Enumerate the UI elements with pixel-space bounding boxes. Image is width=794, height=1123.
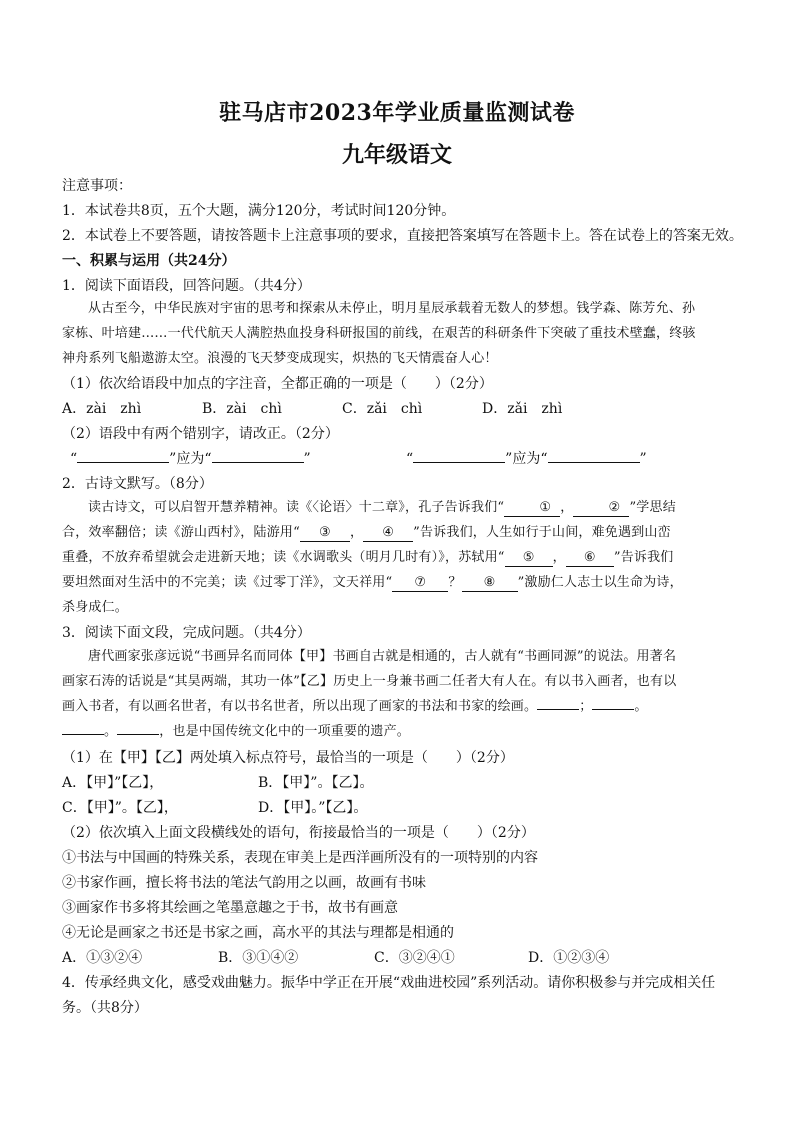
fill-blank — [592, 709, 634, 710]
section-1-heading: 一、积累与运用（共24分） — [62, 253, 236, 269]
blank-7: ⑦ — [392, 575, 448, 592]
correction-blank — [548, 462, 640, 463]
q3-passage-line: 画入书者，有以画名世者，有以书名世者，所以出现了画家的书法和书家的绘画。 ； 。 — [62, 699, 648, 714]
q1-sub1: （1）依次给语段中加点的字注音，全都正确的一项是（ ）（2分） — [62, 376, 493, 392]
q3-sub2: （2）依次填入上面文段横线处的语句，衔接最恰当的一项是（ ）（2分） — [62, 825, 535, 841]
q3-item: ③画家作书多将其绘画之笔墨意趣之于书，故书有画意 — [62, 900, 398, 916]
q4-stem-line: 4．传承经典文化，感受戏曲魅力。振华中学正在开展“戏曲进校园”系列活动。请你积极参与并完成相关任 — [62, 975, 716, 991]
q3-2-option-c: C．③②④① — [374, 950, 455, 966]
blank-6: ⑥ — [566, 550, 614, 567]
q3-option-c: C．【甲】”。【乙】， — [62, 800, 178, 816]
q3-passage-line: 唐代画家张彦远说“书画异名而同体【甲】书画自古就是相通的，古人就有“书画同源”的说法。用著名 — [88, 649, 677, 664]
fill-blank — [117, 734, 159, 735]
q2-line: 读古诗文，可以启智开慧养精神。读《〈论语〉十二章》，孔子告诉我们“ ① ， ② ”学思结 — [88, 500, 676, 515]
q3-stem: 3．阅读下面文段，完成问题。（共4分） — [62, 625, 311, 641]
q1-option-a: A．zài zhì — [62, 401, 142, 417]
q3-option-d: D．【甲】。”【乙】。 — [258, 800, 368, 816]
should-be-label: ”应为“ — [169, 451, 212, 467]
q2-line: 合，效率翻倍；读《游山西村》，陆游用“ ③ ， ④ ”告诉我们，人生如行于山间，难免遇到山峦 — [62, 525, 671, 540]
q1-sub2: （2）语段中有两个错别字，请改正。（2分） — [62, 426, 339, 442]
q3-2-option-b: B．③①④② — [218, 950, 299, 966]
q1-option-b: B．zài chì — [202, 401, 282, 417]
q3-option-b: B．【甲】”。【乙】。 — [258, 775, 374, 791]
notice-item-1: 1．本试卷共8页，五个大题，满分120分，考试时间120分钟。 — [62, 203, 456, 219]
blank-5: ⑤ — [505, 550, 553, 567]
blank-4: ④ — [363, 525, 413, 542]
close-quote: ” — [639, 451, 647, 467]
q1-option-d: D．zǎi zhì — [482, 401, 563, 417]
q3-item: ①书法与中国画的特殊关系，表现在审美上是西洋画所没有的一项特别的内容 — [62, 850, 538, 866]
correction-blank — [212, 462, 304, 463]
blank-8: ⑧ — [462, 575, 518, 592]
q3-sub1: （1）在【甲】【乙】两处填入标点符号，最恰当的一项是（ ）（2分） — [62, 750, 514, 766]
open-quote: “ — [70, 451, 78, 467]
q3-item: ④无论是画家之书还是书家之画，高水平的其法与理都是相通的 — [62, 925, 454, 941]
exam-subtitle: 九年级语文 — [341, 142, 452, 168]
q1-passage-line: 家栋、叶培建……一代代航天人满腔热血投身科研报国的前线，在艰苦的科研条件下突破了重技术壁蠢，终骇 — [62, 326, 696, 341]
q1-option-c: C．zǎi chì — [342, 401, 423, 417]
q2-line: 重叠，不放弃希望就会走进新天地；读《水调歌头（明月几时有）》，苏轼用“ ⑤ ， ⑥ ”告诉我们 — [62, 550, 674, 565]
q3-item: ②书家作画，擅长将书法的笔法气韵用之以画，故画有书味 — [62, 875, 426, 891]
q3-passage-line: 画家石涛的话说是“其昊两端，其功一体”【乙】历史上一身兼书画二任者大有人在。有以书入画者，也有以 — [62, 674, 677, 689]
q3-2-option-a: A．①③②④ — [62, 950, 143, 966]
exam-title: 驻马店市2023年学业质量监测试卷 — [219, 100, 575, 126]
fill-blank — [62, 734, 104, 735]
q3-option-a: A．【甲】”【乙】， — [62, 775, 164, 791]
q2-stem: 2．古诗文默写。（8分） — [62, 476, 213, 492]
fill-blank — [537, 709, 579, 710]
close-quote: ” — [303, 451, 311, 467]
blank-1: ① — [504, 500, 560, 517]
blank-2: ② — [573, 500, 629, 517]
q4-stem-line: 务。（共8分） — [62, 1000, 148, 1016]
q3-2-option-d: D．①②③④ — [528, 950, 610, 966]
q2-line: 杀身成仁。 — [62, 600, 129, 615]
notice-item-2: 2．本试卷上不要答题，请按答题卡上注意事项的要求，直接把答案填写在答题卡上。答在试卷上的答案无效。 — [62, 228, 743, 244]
q1-stem: 1．阅读下面语段，回答问题。（共4分） — [62, 278, 311, 294]
correction-blank — [413, 462, 505, 463]
open-quote: “ — [406, 451, 414, 467]
q3-passage-line: 。 ，也是中国传统文化中的一项重要的遗产。 — [62, 723, 740, 741]
should-be-label: ”应为“ — [505, 451, 548, 467]
q1-passage-line: 神舟系列飞船遨游太空。浪漫的飞天梦变成现实，炽热的飞天情震奋人心！ — [62, 351, 498, 366]
correction-blank — [77, 462, 169, 463]
notice-heading: 注意事项： — [62, 178, 132, 194]
q2-line: 要坦然面对生活中的不完美；读《过零丁洋》，文天祥用“ ⑦ ？ ⑧ ”激励仁人志士以生命为诗， — [62, 575, 683, 590]
blank-3: ③ — [300, 525, 350, 542]
q1-passage-line: 从古至今，中华民族对宇宙的思考和探索从未停止，明月星辰承载着无数人的梦想。钱学森、陈芳允、孙 — [88, 301, 696, 316]
